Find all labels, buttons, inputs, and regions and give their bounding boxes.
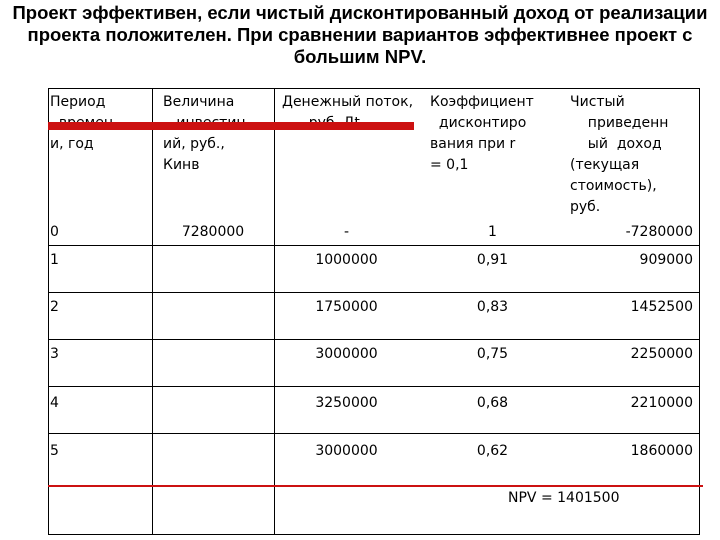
cell-coefficient: 0,75 [476,346,509,362]
cell-investment: 7280000 [181,224,245,240]
column-divider [152,88,153,535]
cell-cash-flow: 3000000 [315,443,378,459]
cell-period: 0 [50,224,59,240]
table-border-top [48,88,699,89]
header-period: Период и, год [50,94,106,152]
header-coefficient: Коэффициент дисконтиро вания при r = 0,1 [430,94,534,173]
cell-cash-flow: - [343,224,350,240]
cell-coefficient: 0,83 [476,299,509,315]
cell-coefficient: 0,62 [476,443,509,459]
table-border-right [699,88,700,535]
cell-npv: 909000 [639,252,693,268]
header-cash-flow: Денежный поток, [282,94,414,110]
cell-cash-flow: 1000000 [315,252,378,268]
cell-period: 1 [50,252,59,268]
cell-npv: -7280000 [625,224,693,240]
header-investment: Величина ий, руб., Кинв [163,94,235,173]
cell-coefficient: 0,68 [476,395,509,411]
npv-total: NPV = 1401500 [508,490,620,506]
cell-cash-flow: 3000000 [315,346,378,362]
row-divider [48,245,699,246]
row-divider [48,433,699,434]
cell-npv: 1452500 [630,299,693,315]
highlight-underline [48,485,703,487]
cell-cash-flow: 3250000 [315,395,378,411]
cell-period: 2 [50,299,59,315]
heading-line-1: Проект эффективен, если чистый дисконтированный доход от реализации [12,2,708,23]
heading-line-3: большим NPV. [293,46,427,67]
cell-coefficient: 1 [488,224,497,240]
cell-coefficient: 0,91 [476,252,509,268]
cell-period: 5 [50,443,59,459]
table-border-bottom [48,534,699,535]
highlight-strike-bar [48,122,414,130]
row-divider [48,386,699,387]
table-border-left [48,88,49,535]
cell-period: 4 [50,395,59,411]
row-divider [48,339,699,340]
header-npv: Чистый приведенн ый доход (текущая стоимость), руб. [570,94,669,215]
cell-npv: 2250000 [630,346,693,362]
row-divider [48,292,699,293]
slide-heading [8,2,712,68]
cell-period: 3 [50,346,59,362]
cell-npv: 1860000 [630,443,693,459]
cell-npv: 2210000 [630,395,693,411]
heading-line-2: проекта положителен. При сравнении вариантов эффективнее проект с [27,24,693,45]
cell-cash-flow: 1750000 [315,299,378,315]
